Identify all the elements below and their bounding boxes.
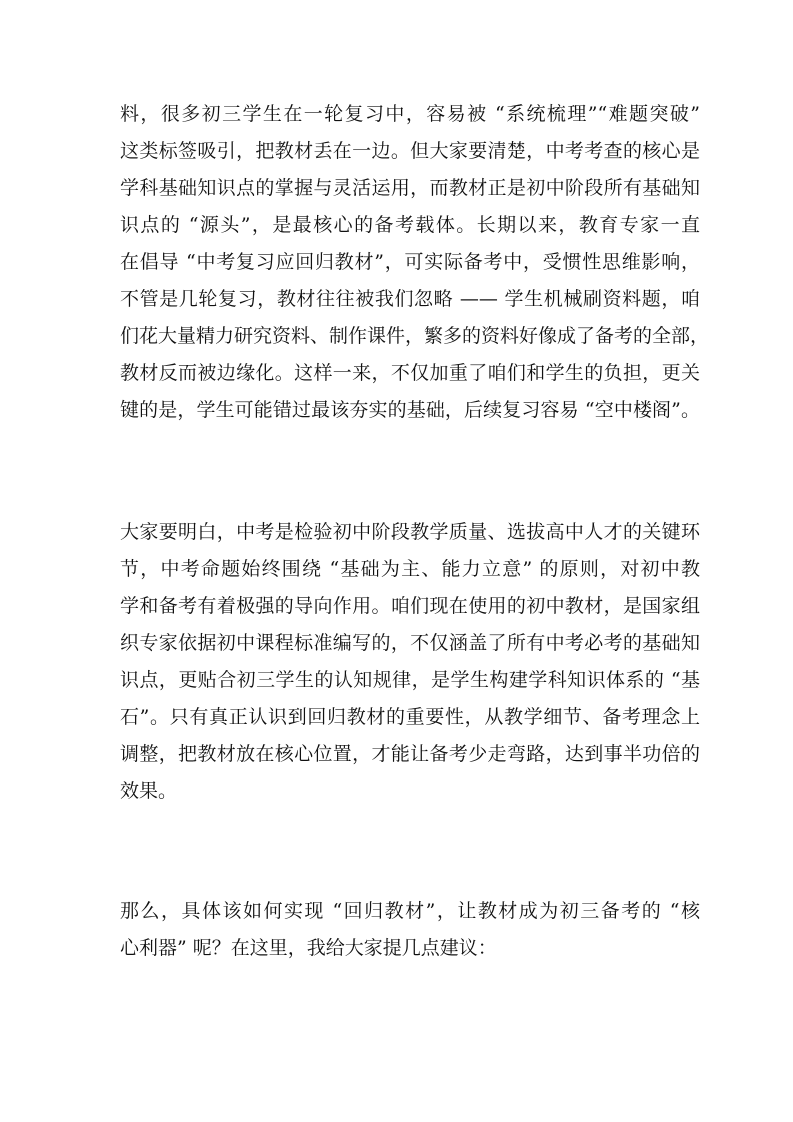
text-line: 识点，更贴合初三学生的认知规律，是学生构建学科知识体系的 “基	[120, 669, 700, 691]
paragraph-2	[120, 514, 700, 810]
text-line: 教材反而被边缘化。这样一来，不仅加重了咱们和学生的负担，更关	[120, 362, 700, 384]
text-line: 那么，具体该如何实现 “回归教材”，让教材成为初三备考的 “核	[120, 900, 700, 922]
text-line: 不管是几轮复习，教材往往被我们忽略 —— 学生机械刷资料题，咱	[120, 288, 700, 310]
text-line: 识点的 “源头”，是最核心的备考载体。长期以来，教育专家一直	[120, 214, 700, 236]
text-line: 这类标签吸引，把教材丢在一边。但大家要清楚，中考考查的核心是	[120, 140, 700, 162]
text-line: 心利器” 呢？在这里，我给大家提几点建议：	[120, 937, 497, 959]
text-line: 们花大量精力研究资料、制作课件，繁多的资料好像成了备考的全部，	[120, 325, 710, 347]
text-line: 在倡导 “中考复习应回归教材”，可实际备考中，受惯性思维影响，	[120, 251, 700, 273]
text-line: 效果。	[120, 780, 178, 802]
text-line: 织专家依据初中课程标准编写的，不仅涵盖了所有中考必考的基础知	[120, 632, 700, 654]
paragraph-3	[120, 893, 700, 967]
text-line: 大家要明白，中考是检验初中阶段教学质量、选拔高中人才的关键环	[120, 521, 700, 543]
text-line: 键的是，学生可能错过最该夯实的基础，后续复习容易 “空中楼阁”。	[120, 399, 700, 421]
text-line: 学和备考有着极强的导向作用。咱们现在使用的初中教材，是国家组	[120, 595, 700, 617]
paragraph-1	[120, 96, 710, 429]
text-line: 石”。只有真正认识到回归教材的重要性，从教学细节、备考理念上	[120, 706, 700, 728]
text-line: 调整，把教材放在核心位置，才能让备考少走弯路，达到事半功倍的	[120, 743, 700, 765]
text-line: 学科基础知识点的掌握与灵活运用，而教材正是初中阶段所有基础知	[120, 177, 700, 199]
text-line: 料，很多初三学生在一轮复习中，容易被 “系统梳理”“难题突破”	[120, 103, 700, 125]
text-line: 节，中考命题始终围绕 “基础为主、能力立意” 的原则，对初中教	[120, 558, 700, 580]
